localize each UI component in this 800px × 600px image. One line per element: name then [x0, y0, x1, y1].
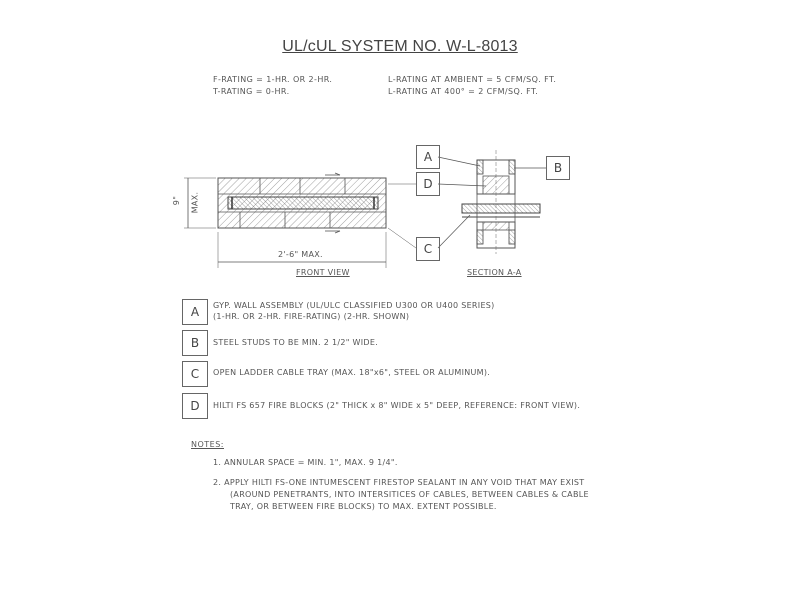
height-max-label: MAX. [190, 191, 200, 214]
legend-text-d: HILTI FS 657 FIRE BLOCKS (2" THICK x 8" WIDE x 5" DEEP, REFERENCE: FRONT VIEW). [213, 401, 581, 410]
legend-text-a-2: (1-HR. OR 2-HR. FIRE-RATING) (2-HR. SHOWN) [213, 312, 410, 321]
callout-a: A [416, 145, 440, 169]
note-2-line-1: 2. APPLY HILTI FS-ONE INTUMESCENT FIRESTOP SEALANT IN ANY VOID THAT MAY EXIST [213, 478, 585, 487]
width-dimension: 2'-6" MAX. [278, 250, 323, 259]
note-2-line-3: TRAY, OR BETWEEN FIRE BLOCKS) TO MAX. EXTENT POSSIBLE. [230, 502, 497, 511]
legend-text-a: GYP. WALL ASSEMBLY (UL/ULC CLASSIFIED U300 OR U400 SERIES) [213, 301, 495, 310]
note-1: 1. ANNULAR SPACE = MIN. 1", MAX. 9 1/4". [213, 458, 398, 467]
t-rating: T-RATING = 0-HR. [213, 87, 290, 96]
legend-key-d: D [182, 393, 208, 419]
section-label: SECTION A-A [467, 268, 522, 277]
note-2-line-2: (AROUND PENETRANTS, INTO INTERSITICES OF CABLES, BETWEEN CABLES & CABLE [230, 490, 589, 499]
legend-key-c: C [182, 361, 208, 387]
legend-text-b: STEEL STUDS TO BE MIN. 2 1/2" WIDE. [213, 338, 379, 347]
callout-b: B [546, 156, 570, 180]
height-dimension: 9" [172, 195, 182, 206]
legend-key-b: B [182, 330, 208, 356]
notes-heading: NOTES: [191, 440, 224, 449]
f-rating: F-RATING = 1-HR. OR 2-HR. [213, 75, 333, 84]
legend-text-c: OPEN LADDER CABLE TRAY (MAX. 18"x6", STEEL OR ALUMINUM). [213, 368, 491, 377]
callout-d: D [416, 172, 440, 196]
section-view [388, 150, 546, 254]
l-rating-400: L-RATING AT 400° = 2 CFM/SQ. FT. [388, 87, 539, 96]
drawing-title: UL/cUL SYSTEM NO. W-L-8013 [282, 38, 518, 55]
legend-key-a: A [182, 299, 208, 325]
l-rating-ambient: L-RATING AT AMBIENT = 5 CFM/SQ. FT. [388, 75, 557, 84]
callout-c: C [416, 237, 440, 261]
front-view-label: FRONT VIEW [296, 268, 350, 277]
